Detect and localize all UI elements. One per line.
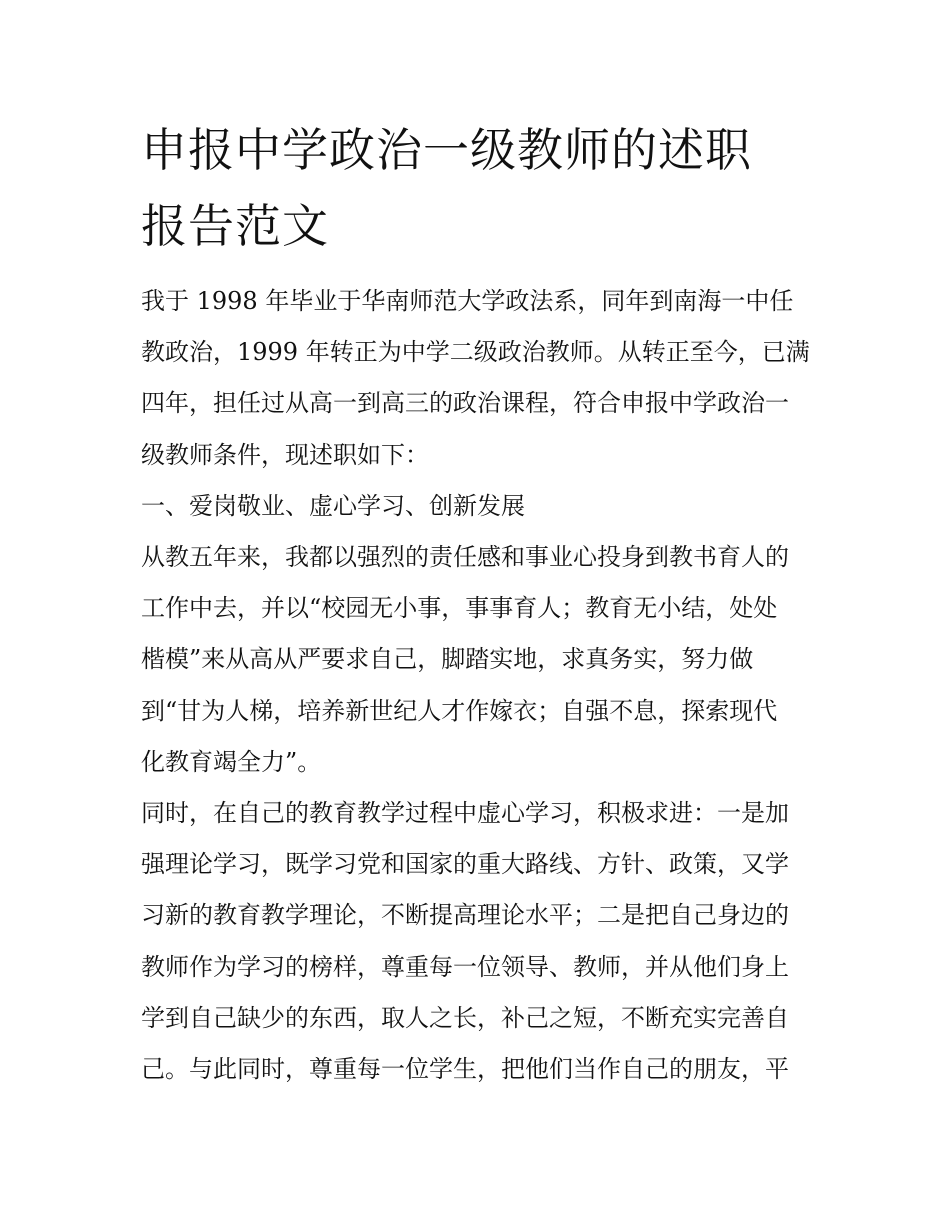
text-line: 教政治，1999 年转正为中学二级政治教师。从转正至今，已满 [141,338,810,367]
paragraph-dedication [141,532,813,788]
document-title [141,112,813,264]
title-line: 报告范文 [141,199,329,253]
text-line: 教师作为学习的榜样，尊重每一位领导、教师，并从他们身上 [141,952,789,981]
text-line: 习新的教育教学理论，不断提高理论水平；二是把自己身边的 [141,901,789,930]
text-line: 楷模”来从高从严要求自己，脚踏实地，求真务实，努力做 [141,645,754,674]
text-line: 到“甘为人梯，培养新世纪人才作嫁衣；自强不息，探索现代 [141,696,778,725]
section-heading [141,481,813,532]
title-line: 申报中学政治一级教师的述职 [141,123,752,177]
text-line: 强理论学习，既学习党和国家的重大路线、方针、政策，又学 [141,850,789,879]
text-line: 级教师条件，现述职如下： [141,440,429,469]
text-line: 同时，在自己的教育教学过程中虚心学习，积极求进：一是加 [141,799,789,828]
text-line: 从教五年来，我都以强烈的责任感和事业心投身到教书育人的 [141,543,789,572]
text-line: 我于 1998 年毕业于华南师范大学政法系，同年到南海一中任 [141,287,794,315]
text-line: 工作中去，并以“校园无小事，事事育人；教育无小结，处处 [141,594,778,623]
document-page [141,112,813,1095]
paragraph-intro [141,276,813,481]
text-line: 己。与此同时，尊重每一位学生，把他们当作自己的朋友，平 [141,1055,789,1084]
text-line: 四年，担任过从高一到高三的政治课程，符合申报中学政治一 [141,389,789,418]
text-line: 一、爱岗敬业、虚心学习、创新发展 [141,491,525,520]
text-line: 学到自己缺少的东西，取人之长，补己之短，不断充实完善自 [141,1003,789,1032]
text-line: 化教育竭全力”。 [141,747,322,776]
paragraph-learning [141,788,813,1095]
